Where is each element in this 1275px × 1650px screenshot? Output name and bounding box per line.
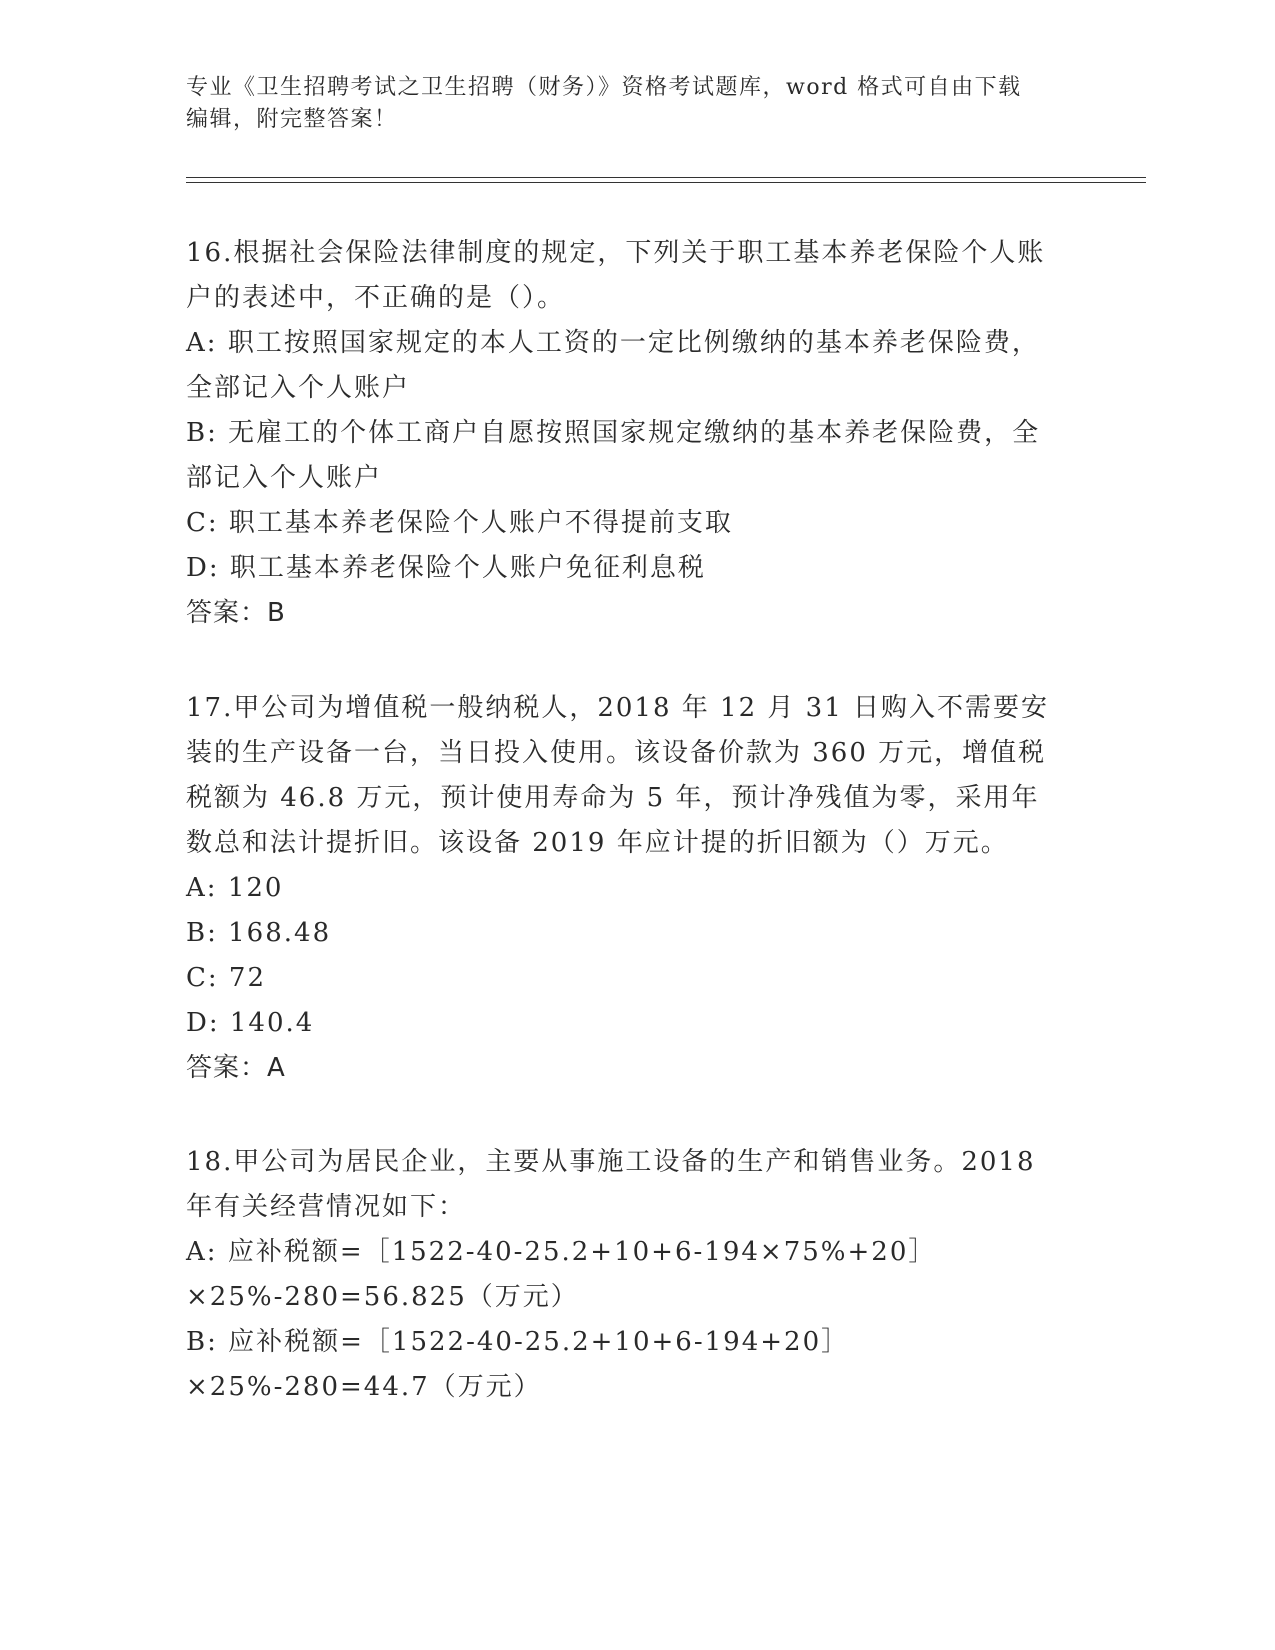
option-d <box>186 1001 1066 1046</box>
question-stem: 16.根据社会保险法律制度的规定，下列关于职工基本养老保险个人账户的表述中，不正确的是（）。 <box>186 238 1046 313</box>
question-stem: 17.甲公司为增值税一般纳税人，2018 年 12 月 31 日购入不需要安装的生产设备一台，当日投入使用。该设备价款为 360 万元，增值税税额为 46.8 万元，预计使用寿命为 5 年，预计净残值为零，采用年数总和法计提折旧。该设备 2019 年应计提的折旧额为（）万元。 <box>186 693 1050 858</box>
option-label: B: <box>186 1327 218 1357</box>
option-text: 140.4 <box>229 1008 315 1038</box>
option-text: 120 <box>227 873 284 903</box>
answer-line: 答案：A <box>186 1053 286 1083</box>
option-a <box>186 866 1066 911</box>
answer-line: 答案：B <box>186 598 286 628</box>
option-text: 应补税额=［1522-40-25.2+10+6-194+20］×25%-280=44.7（万元） <box>186 1327 850 1402</box>
question-16 <box>186 231 1066 636</box>
option-label: A: <box>186 1237 218 1267</box>
option-label: C: <box>186 963 219 993</box>
option-label: A: <box>186 873 218 903</box>
option-b <box>186 911 1066 956</box>
option-b <box>186 411 1066 501</box>
option-label: C: <box>186 508 219 538</box>
header-line-1: 专业《卫生招聘考试之卫生招聘（财务）》资格考试题库，word 格式可自由下载 <box>186 75 1022 100</box>
header-divider-bottom <box>186 182 1146 183</box>
question-18 <box>186 1140 1066 1410</box>
option-text: 职工按照国家规定的本人工资的一定比例缴纳的基本养老保险费，全部记入个人账户 <box>186 328 1040 403</box>
option-label: A: <box>186 328 218 358</box>
header-line-2: 编辑，附完整答案！ <box>186 107 398 132</box>
option-text: 168.48 <box>228 918 332 948</box>
question-17 <box>186 686 1066 1091</box>
option-d <box>186 546 1066 591</box>
option-label: D: <box>186 553 220 583</box>
option-label: D: <box>186 1008 220 1038</box>
option-b <box>186 1320 1066 1410</box>
option-text: 职工基本养老保险个人账户不得提前支取 <box>228 508 733 538</box>
option-c <box>186 956 1066 1001</box>
header-divider-top <box>186 177 1146 178</box>
option-label: B: <box>186 918 218 948</box>
option-text: 职工基本养老保险个人账户免征利息税 <box>229 553 706 583</box>
option-text: 应补税额=［1522-40-25.2+10+6-194×75%+20］×25%-280=56.825（万元） <box>186 1237 937 1312</box>
option-text: 无雇工的个体工商户自愿按照国家规定缴纳的基本养老保险费，全部记入个人账户 <box>186 418 1041 493</box>
question-stem: 18.甲公司为居民企业，主要从事施工设备的生产和销售业务。2018 年有关经营情况如下： <box>186 1147 1036 1222</box>
option-a <box>186 321 1066 411</box>
document-header <box>186 72 1066 136</box>
option-c <box>186 501 1066 546</box>
option-a <box>186 1230 1066 1320</box>
option-label: B: <box>186 418 218 448</box>
option-text: 72 <box>228 963 267 993</box>
